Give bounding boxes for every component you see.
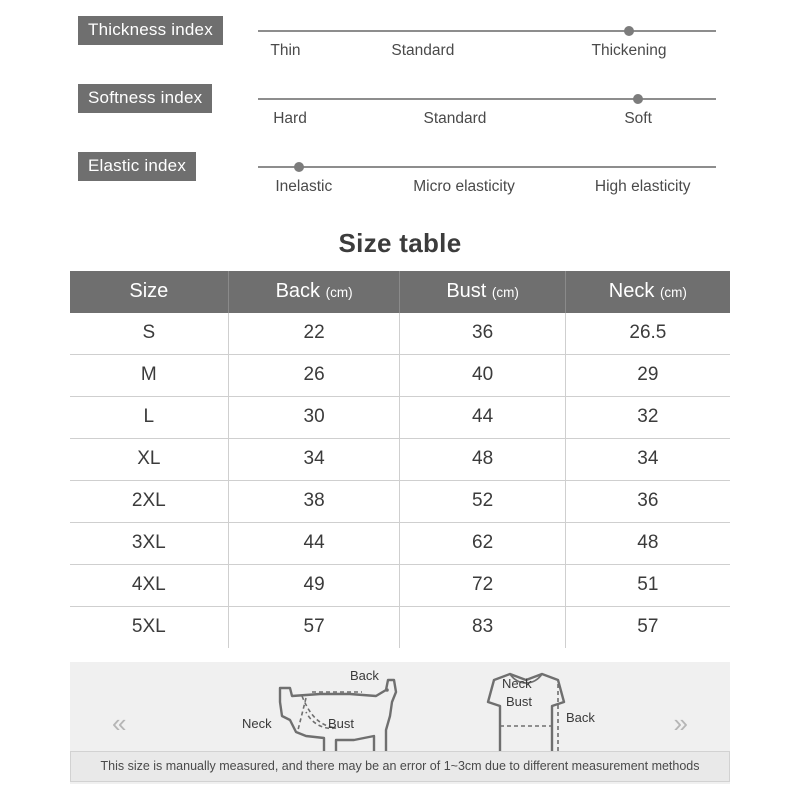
cell-size: 5XL — [70, 607, 228, 649]
cell-bust: 40 — [400, 355, 565, 397]
cell-bust: 52 — [400, 481, 565, 523]
size-table — [70, 271, 730, 648]
slider-track — [258, 166, 716, 168]
cell-back: 57 — [228, 607, 400, 649]
table-row — [70, 523, 730, 565]
shirt-bust-label: Bust — [506, 694, 533, 709]
slider-thumb[interactable] — [633, 94, 643, 104]
dog-bust-label: Bust — [328, 716, 355, 731]
cell-bust: 72 — [400, 565, 565, 607]
dog-neck-label: Neck — [242, 716, 272, 731]
slider-thumb[interactable] — [624, 26, 634, 36]
table-row — [70, 397, 730, 439]
cell-bust: 83 — [400, 607, 565, 649]
table-row — [70, 313, 730, 355]
cell-neck: 48 — [565, 523, 730, 565]
column-header-unit: (cm) — [325, 285, 353, 300]
column-header-unit: (cm) — [491, 285, 519, 300]
slider-label-high: Soft — [624, 110, 652, 127]
cell-size: XL — [70, 439, 228, 481]
cell-bust: 36 — [400, 313, 565, 355]
column-header-neck — [565, 271, 730, 313]
cell-size: 3XL — [70, 523, 228, 565]
cell-neck: 26.5 — [565, 313, 730, 355]
column-header-label: Bust — [446, 280, 487, 302]
size-table-title: Size table — [338, 228, 462, 258]
column-header-unit: (cm) — [659, 285, 687, 300]
table-row — [70, 607, 730, 649]
column-header-bust — [400, 271, 565, 313]
table-row — [70, 565, 730, 607]
previous-arrow-icon[interactable]: « — [112, 708, 127, 738]
slider-label-low: Thin — [270, 42, 301, 59]
cell-back: 26 — [228, 355, 400, 397]
cell-back: 30 — [228, 397, 400, 439]
shirt-back-label: Back — [566, 710, 595, 725]
table-header-row — [70, 271, 730, 313]
table-row — [70, 439, 730, 481]
slider-label-mid: Standard — [423, 110, 487, 127]
size-table-body — [70, 313, 730, 648]
cell-size: 2XL — [70, 481, 228, 523]
index-row-softness — [0, 76, 800, 144]
slider-label-low: Hard — [273, 110, 307, 127]
cell-neck: 57 — [637, 616, 659, 637]
cell-size: L — [70, 397, 228, 439]
cell-neck: 36 — [565, 481, 730, 523]
slider-labels — [258, 178, 716, 200]
slider-label-high: High elasticity — [594, 178, 691, 195]
softness-index-badge: Softness index — [78, 84, 212, 113]
cell-back: 38 — [228, 481, 400, 523]
dog-back-label: Back — [350, 668, 379, 683]
cell-neck: 34 — [565, 439, 730, 481]
cell-back: 34 — [228, 439, 400, 481]
cell-size: M — [70, 355, 228, 397]
shirt-neck-label: Neck — [502, 676, 532, 691]
next-arrow-icon[interactable]: » — [673, 708, 688, 738]
index-row-elastic — [0, 144, 800, 212]
cell-bust: 48 — [400, 439, 565, 481]
slider-label-mid: Standard — [391, 42, 455, 59]
cell-back: 22 — [228, 313, 400, 355]
column-header-label: Back — [275, 280, 321, 302]
table-row — [70, 481, 730, 523]
cell-neck: 32 — [565, 397, 730, 439]
slider-track — [258, 98, 716, 100]
slider-thumb[interactable] — [294, 162, 304, 172]
cell-back: 49 — [228, 565, 400, 607]
measurement-disclaimer-note: This size is manually measured, and there may be an error of 1~3cm due to different measurement methods — [70, 751, 730, 782]
slider-track — [258, 30, 716, 32]
slider-labels — [258, 42, 716, 64]
cell-neck: 29 — [565, 355, 730, 397]
cell-bust: 44 — [400, 397, 565, 439]
cell-size: 4XL — [70, 565, 228, 607]
column-header-back — [228, 271, 400, 313]
thickness-index-badge: Thickness index — [78, 16, 223, 45]
column-header-label: Size — [129, 280, 169, 302]
cell-back: 44 — [228, 523, 400, 565]
cell-bust: 62 — [400, 523, 565, 565]
column-header-label: Neck — [608, 280, 655, 302]
index-row-thickness — [0, 8, 800, 76]
indices-section — [0, 0, 800, 212]
table-row — [70, 355, 730, 397]
column-header-size — [70, 271, 228, 313]
size-table-head — [70, 271, 730, 313]
elastic-index-badge: Elastic index — [78, 152, 196, 181]
size-table-wrapper — [70, 271, 730, 648]
slider-label-mid: Micro elasticity — [413, 178, 515, 195]
cell-neck: 51 — [565, 565, 730, 607]
slider-labels — [258, 110, 716, 132]
slider-label-high: Thickening — [591, 42, 667, 59]
slider-label-low: Inelastic — [275, 178, 333, 195]
cell-size: S — [70, 313, 228, 355]
